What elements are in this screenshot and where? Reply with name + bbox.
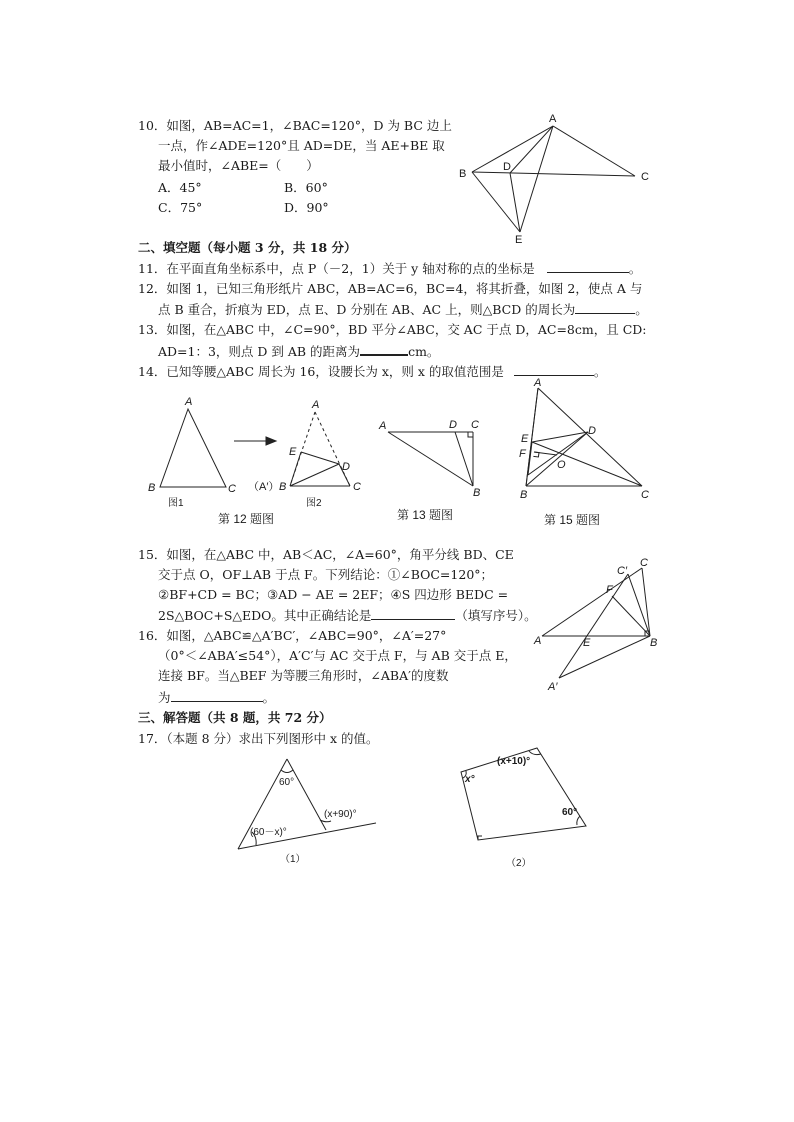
- section-2-title: 二、填空题（每小题 3 分，共 18 分）: [138, 240, 357, 255]
- fig16-label-e: E: [583, 637, 591, 649]
- q13-question: AD=1：3，则点 D 到 AB 的距离为: [158, 344, 361, 359]
- q15-line-1: 15．如图，在△ABC 中，AB＜AC，∠A=60°，角平分线 BD、CE: [138, 547, 514, 562]
- fig15-label-f: F: [519, 448, 526, 460]
- fig16-label-a-prime: A′: [548, 681, 558, 693]
- q11-end: 。: [628, 261, 642, 276]
- q11-question: 11．在平面直角坐标系中，点 P（－2，1）关于 y 轴对称的点的坐标是: [138, 261, 535, 276]
- fig15-label-a: A: [534, 377, 542, 389]
- fig16-label-b: B: [650, 637, 658, 649]
- q10-label-a: A: [549, 113, 557, 125]
- q10-line-1: 10．如图，AB=AC=1，∠BAC=120°，D 为 BC 边上: [138, 118, 452, 133]
- fig13-label-d: D: [449, 419, 457, 431]
- fig15-label-d: D: [588, 425, 596, 437]
- q10-line-3: 最小值时，∠ABE=（ ）: [158, 158, 319, 173]
- q13-unit: cm。: [408, 344, 440, 359]
- q10-option-c: C．75°: [158, 200, 203, 215]
- section-3-title: 三、解答题（共 8 题，共 72 分）: [138, 710, 332, 725]
- fig12: [140, 392, 370, 532]
- fig12-caption: 第 12 题图: [218, 512, 275, 526]
- fig12-label-b2: B: [279, 481, 287, 493]
- q15-line-4a: 2S△BOC+S△EDO。其中正确结论是: [158, 608, 372, 623]
- q15-line-4: [158, 607, 537, 624]
- q13-answer-blank[interactable]: [360, 342, 408, 356]
- fig15-label-e: E: [521, 433, 529, 445]
- q16-end: 。: [262, 690, 276, 705]
- q10-label-e: E: [515, 234, 523, 246]
- fig12-label-a-prime: （A′）: [248, 481, 280, 493]
- q14-question: 14．已知等腰△ABC 周长为 16，设腰长为 x，则 x 的取值范围是: [138, 364, 504, 379]
- fig16-label-c: C: [640, 557, 648, 569]
- q11-answer-blank[interactable]: [547, 260, 629, 273]
- q16-line-1: 16．如图，△ABC≌△A′BC′，∠ABC=90°，∠A′=27°: [138, 628, 447, 643]
- fig12-label-a2: A: [312, 399, 320, 411]
- fig15-label-b: B: [520, 489, 528, 501]
- fig17-1-caption: （1）: [280, 854, 306, 865]
- fig12-label-a1: A: [185, 396, 193, 408]
- fig15: [510, 377, 660, 530]
- fig17-2-left-angle: x°: [465, 774, 475, 785]
- fig12-caption-1: 图1: [168, 498, 184, 509]
- q10-label-b: B: [459, 168, 467, 180]
- q10-figure: [455, 110, 665, 250]
- fig12-label-c2: C: [353, 481, 361, 493]
- fig13-label-a: A: [379, 420, 387, 432]
- q15-line-3: ②BF+CD = BC；③AD − AE = 2EF；④S 四边形 BEDC =: [158, 587, 509, 602]
- fig12-caption-2: 图2: [306, 498, 322, 509]
- q11-text: [138, 260, 641, 277]
- fig16-label-f: F: [606, 584, 613, 596]
- fig17-1: [232, 755, 382, 865]
- q17-text: 17．（本题 8 分）求出下列图形中 x 的值。: [138, 731, 379, 746]
- fig17-2-caption: （2）: [506, 858, 532, 869]
- fig13-label-b: B: [473, 487, 481, 499]
- q10-option-a: A．45°: [158, 180, 202, 195]
- q13-line-1: 13．如图，在△ABC 中，∠C=90°，BD 平分∠ABC，交 AC 于点 D，AC=8cm，且 CD:: [138, 322, 647, 337]
- q16-answer-blank[interactable]: [171, 689, 263, 702]
- fig15-caption: 第 15 题图: [544, 513, 601, 527]
- q14-end: 。: [593, 364, 607, 379]
- q10-line-2: 一点，作∠ADE=120°且 AD=DE，当 AE+BE 取: [158, 138, 445, 153]
- q16-line-3: 连接 BF。当△BEF 为等腰三角形时，∠ABA′的度数: [158, 668, 449, 683]
- fig17-2: [456, 742, 606, 870]
- fig16-label-a: A: [534, 635, 542, 647]
- q12-line-2: [158, 301, 648, 318]
- q12-question: 点 B 重合，折痕为 ED，点 E、D 分别在 AB、AC 上，则△BCD 的周长为: [158, 302, 576, 317]
- q10-option-d: D．90°: [284, 200, 329, 215]
- fig15-label-o: O: [557, 459, 566, 471]
- fig13: [375, 412, 500, 527]
- q16-line-2: （0°＜∠ABA′≤54°），A′C′与 AC 交于点 F，与 AB 交于点 E，: [158, 648, 517, 663]
- q10-label-c: C: [641, 171, 649, 183]
- q16-line-4a: 为: [158, 690, 171, 705]
- fig16-label-c-prime: C′: [617, 565, 628, 577]
- fig12-label-e: E: [289, 446, 297, 458]
- q12-line-1: 12．如图 1，已知三角形纸片 ABC，AB=AC=6，BC=4，将其折叠，如图 2，使点 A 与: [138, 281, 643, 296]
- fig15-label-c: C: [641, 489, 649, 501]
- q14-answer-blank[interactable]: [514, 363, 594, 376]
- fig17-2-right-angle: 60°: [562, 807, 578, 818]
- q10-label-d: D: [503, 161, 511, 173]
- fig13-label-c: C: [471, 419, 479, 431]
- fig17-2-top-angle: (x+10)°: [497, 756, 531, 767]
- q12-end: 。: [635, 302, 648, 317]
- q13-line-2: [158, 342, 439, 360]
- fig12-label-c1: C: [228, 483, 236, 495]
- q15-line-2: 交于点 O，OF⊥AB 于点 F。下列结论：①∠BOC=120°；: [158, 567, 494, 582]
- q12-answer-blank[interactable]: [575, 301, 635, 314]
- fig12-label-d: D: [342, 461, 350, 473]
- q15-line-4b: （填写序号）。: [455, 608, 537, 623]
- fig12-label-b1: B: [148, 482, 156, 494]
- fig16: [532, 552, 662, 694]
- q10-option-b: B．60°: [284, 180, 328, 195]
- fig17-1-top-angle: 60°: [279, 777, 295, 788]
- fig17-1-right-angle: (x+90)°: [324, 809, 357, 820]
- fig13-caption: 第 13 题图: [397, 508, 454, 522]
- q15-answer-blank[interactable]: [371, 607, 455, 620]
- fig17-1-left-angle: (60－x)°: [250, 827, 287, 838]
- q16-line-4: [158, 689, 275, 706]
